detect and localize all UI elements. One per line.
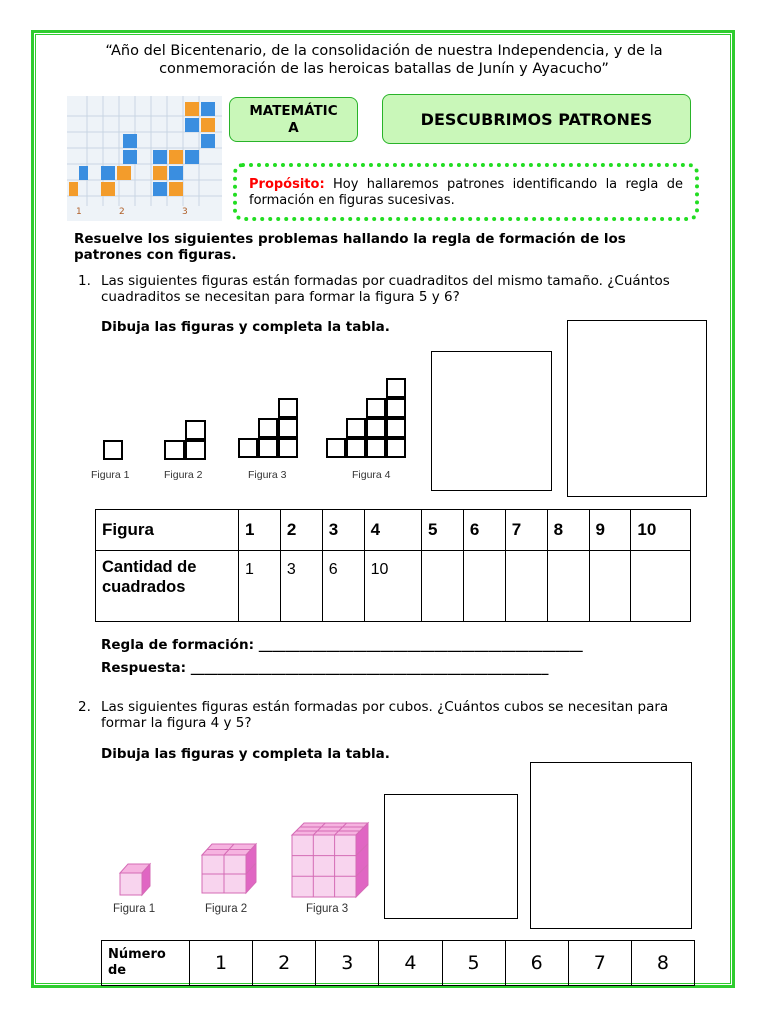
rule-line[interactable]: Regla de formación: ________________________________________________ xyxy=(101,637,583,653)
table-col-9: 9 xyxy=(589,510,631,551)
fig4-square xyxy=(346,438,366,458)
problem-2-table xyxy=(101,940,695,986)
fig4-caption: Figura 4 xyxy=(352,469,391,481)
thumb-label-1: 1 xyxy=(76,207,82,217)
problem-2-draw-instruction: Dibuja las figuras y completa la tabla. xyxy=(101,746,390,762)
fig1-caption: Figura 1 xyxy=(91,469,130,481)
table2-col-4: 4 xyxy=(379,941,442,986)
table2-col-6: 6 xyxy=(505,941,568,986)
fig2-square xyxy=(185,420,206,440)
fig4-square xyxy=(326,438,346,458)
drawing-box-figure-5[interactable] xyxy=(431,351,552,491)
table-col-5: 5 xyxy=(422,510,464,551)
table-header-cantidad: Cantidad de cuadrados xyxy=(96,551,239,622)
purpose-label: Propósito: xyxy=(249,177,325,192)
instructions: Resuelve los siguientes problemas hallando la regla de formación de los patrones con figuras. xyxy=(74,231,626,263)
fig4-square xyxy=(386,418,406,438)
table-value-cell: 3 xyxy=(280,551,322,622)
purpose-box xyxy=(233,163,699,221)
table2-col-1: 1 xyxy=(190,941,253,986)
cube-fig3-caption: Figura 3 xyxy=(306,903,349,915)
fig2-caption: Figura 2 xyxy=(164,469,203,481)
table2-col-5: 5 xyxy=(442,941,505,986)
fig1-square xyxy=(103,440,123,460)
fig3-square xyxy=(258,418,278,438)
table-value-cell[interactable] xyxy=(505,551,547,622)
pattern-thumbnail-image xyxy=(67,96,222,221)
table-col-8: 8 xyxy=(547,510,589,551)
table-header-figura: Figura xyxy=(96,510,239,551)
fig4-square xyxy=(366,418,386,438)
fig2-square xyxy=(185,440,206,460)
fig4-square xyxy=(366,398,386,418)
fig4-square xyxy=(346,418,366,438)
table-value-cell: 1 xyxy=(239,551,281,622)
fig4-square xyxy=(386,378,406,398)
purpose-text: Hoy hallaremos patrones identificando la regla de formación en figuras sucesivas. xyxy=(249,177,683,208)
cube-fig2-caption: Figura 2 xyxy=(205,903,248,915)
table2-col-7: 7 xyxy=(568,941,631,986)
problem-1-number: 1. xyxy=(78,273,91,289)
cube-fig1-caption: Figura 1 xyxy=(113,903,156,915)
problem-1-table xyxy=(95,509,691,622)
fig3-square xyxy=(238,438,258,458)
header-quote: “Año del Bicentenario, de la consolidación de nuestra Independencia, y de la conmemoración de las heroicas batallas de Junín y Ayacucho” xyxy=(105,43,663,77)
table-col-6: 6 xyxy=(463,510,505,551)
thumb-label-2: 2 xyxy=(119,207,125,217)
cube-figure-3 xyxy=(292,823,368,897)
fig3-square xyxy=(258,438,278,458)
table-col-3: 3 xyxy=(322,510,364,551)
table2-col-3: 3 xyxy=(316,941,379,986)
table-value-cell[interactable] xyxy=(463,551,505,622)
fig4-square xyxy=(366,438,386,458)
fig3-square xyxy=(278,438,298,458)
drawing-box-figure-4[interactable] xyxy=(384,794,518,919)
table-value-cell[interactable] xyxy=(631,551,691,622)
table2-col-8: 8 xyxy=(631,941,694,986)
table-col-7: 7 xyxy=(505,510,547,551)
cube-figure-2 xyxy=(202,844,256,893)
drawing-box-figure-6[interactable] xyxy=(567,320,707,497)
table-value-cell: 6 xyxy=(322,551,364,622)
title-box: DESCUBRIMOS PATRONES xyxy=(382,94,691,144)
table2-header: Número de xyxy=(102,941,190,986)
fig3-square xyxy=(278,398,298,418)
problem-2-number: 2. xyxy=(78,699,91,715)
table-value-cell[interactable] xyxy=(422,551,464,622)
table-col-1: 1 xyxy=(239,510,281,551)
fig4-square xyxy=(386,438,406,458)
drawing-box-figure-5-cubes[interactable] xyxy=(530,762,692,929)
fig3-caption: Figura 3 xyxy=(248,469,287,481)
problem-1-text: Las siguientes figuras están formadas por cuadraditos del mismo tamaño. ¿Cuántos cuadraditos se necesitan para formar la figura 5 y 6? xyxy=(101,273,670,305)
table-col-10: 10 xyxy=(631,510,691,551)
thumb-label-3: 3 xyxy=(182,207,188,217)
cube-figures xyxy=(110,815,380,905)
table2-col-2: 2 xyxy=(253,941,316,986)
table-value-cell[interactable] xyxy=(589,551,631,622)
subject-box: MATEMÁTIC A xyxy=(229,97,358,142)
table-col-2: 2 xyxy=(280,510,322,551)
table-col-4: 4 xyxy=(364,510,421,551)
problem-1-draw-instruction: Dibuja las figuras y completa la tabla. xyxy=(101,319,390,335)
fig3-square xyxy=(278,418,298,438)
table-value-cell: 10 xyxy=(364,551,421,622)
fig2-square xyxy=(164,440,185,460)
cube-figure-1 xyxy=(120,864,150,895)
fig4-square xyxy=(386,398,406,418)
problem-2-text: Las siguientes figuras están formadas por cubos. ¿Cuántos cubos se necesitan para formar la figura 4 y 5? xyxy=(101,699,669,731)
answer-line[interactable]: Respuesta: _____________________________________________________ xyxy=(101,660,549,676)
table-value-cell[interactable] xyxy=(547,551,589,622)
